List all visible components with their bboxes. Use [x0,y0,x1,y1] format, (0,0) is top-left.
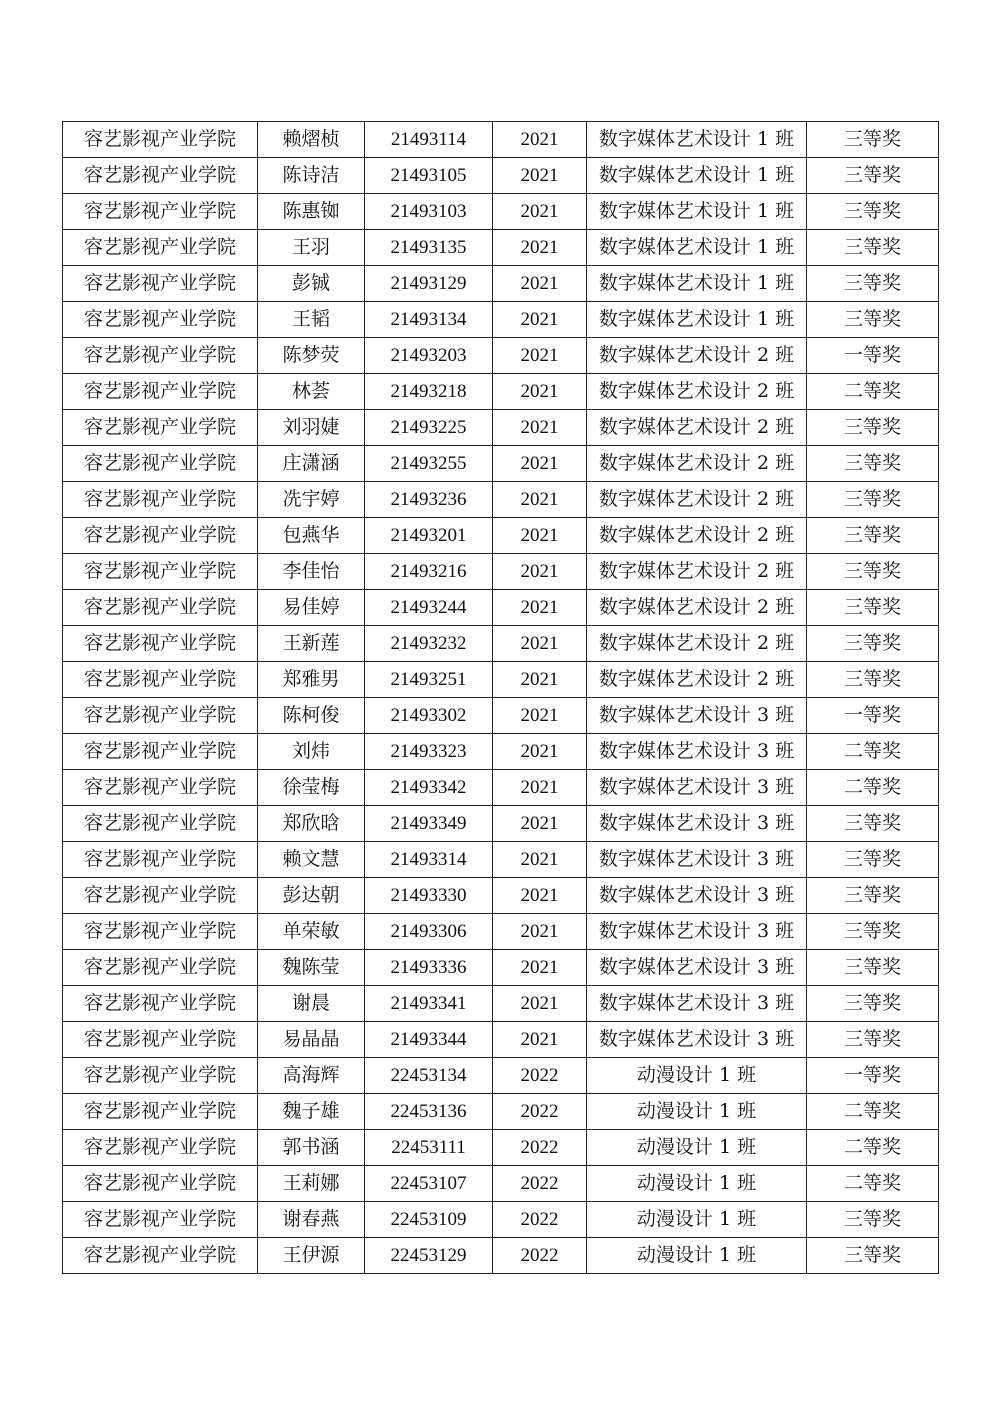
table-row [63,698,939,734]
class-cell: 数字媒体艺术设计 2 班 [587,482,807,518]
student-id-cell: 21493134 [365,302,493,338]
class-cell: 数字媒体艺术设计 1 班 [587,266,807,302]
college-cell: 容艺影视产业学院 [63,482,258,518]
college-cell: 容艺影视产业学院 [63,266,258,302]
grade-year-cell: 2021 [493,302,587,338]
grade-year-cell: 2021 [493,878,587,914]
student-name-cell: 陈惠铷 [258,194,365,230]
grade-year-cell: 2021 [493,698,587,734]
student-id-cell: 21493251 [365,662,493,698]
table-row [63,230,939,266]
award-level-cell: 三等奖 [807,590,939,626]
table-row [63,662,939,698]
college-cell: 容艺影视产业学院 [63,770,258,806]
student-id-cell: 21493330 [365,878,493,914]
student-name-cell: 王羽 [258,230,365,266]
college-cell: 容艺影视产业学院 [63,1238,258,1274]
table-row [63,554,939,590]
award-level-cell: 三等奖 [807,626,939,662]
table-row [63,1022,939,1058]
student-id-cell: 21493342 [365,770,493,806]
table-row [63,302,939,338]
table-row [63,1166,939,1202]
award-level-cell: 三等奖 [807,1238,939,1274]
grade-year-cell: 2022 [493,1202,587,1238]
student-id-cell: 21493323 [365,734,493,770]
grade-year-cell: 2021 [493,626,587,662]
grade-year-cell: 2021 [493,950,587,986]
class-cell: 动漫设计 1 班 [587,1238,807,1274]
student-name-cell: 郑雅男 [258,662,365,698]
table-row [63,950,939,986]
student-id-cell: 21493314 [365,842,493,878]
table-row [63,410,939,446]
student-id-cell: 21493201 [365,518,493,554]
table-row [63,1130,939,1166]
award-level-cell: 三等奖 [807,266,939,302]
class-cell: 数字媒体艺术设计 1 班 [587,122,807,158]
table-row [63,626,939,662]
grade-year-cell: 2021 [493,122,587,158]
student-id-cell: 21493232 [365,626,493,662]
college-cell: 容艺影视产业学院 [63,410,258,446]
student-name-cell: 王新莲 [258,626,365,662]
student-name-cell: 彭达朝 [258,878,365,914]
student-id-cell: 21493336 [365,950,493,986]
grade-year-cell: 2021 [493,662,587,698]
class-cell: 动漫设计 1 班 [587,1166,807,1202]
grade-year-cell: 2022 [493,1238,587,1274]
class-cell: 数字媒体艺术设计 2 班 [587,446,807,482]
table-row [63,482,939,518]
student-id-cell: 21493105 [365,158,493,194]
award-level-cell: 三等奖 [807,446,939,482]
class-cell: 数字媒体艺术设计 1 班 [587,194,807,230]
award-level-cell: 二等奖 [807,1094,939,1130]
student-id-cell: 21493244 [365,590,493,626]
grade-year-cell: 2021 [493,194,587,230]
student-name-cell: 林荟 [258,374,365,410]
college-cell: 容艺影视产业学院 [63,230,258,266]
student-id-cell: 22453107 [365,1166,493,1202]
award-level-cell: 三等奖 [807,158,939,194]
award-level-cell: 三等奖 [807,662,939,698]
grade-year-cell: 2021 [493,1022,587,1058]
class-cell: 数字媒体艺术设计 2 班 [587,410,807,446]
grade-year-cell: 2021 [493,158,587,194]
student-id-cell: 21493255 [365,446,493,482]
class-cell: 数字媒体艺术设计 3 班 [587,698,807,734]
student-name-cell: 高海辉 [258,1058,365,1094]
table-row [63,1202,939,1238]
class-cell: 数字媒体艺术设计 2 班 [587,626,807,662]
student-name-cell: 庄潇涵 [258,446,365,482]
table-row [63,158,939,194]
table-row [63,878,939,914]
class-cell: 数字媒体艺术设计 3 班 [587,806,807,842]
award-level-cell: 三等奖 [807,518,939,554]
student-id-cell: 21493216 [365,554,493,590]
college-cell: 容艺影视产业学院 [63,1130,258,1166]
grade-year-cell: 2021 [493,734,587,770]
grade-year-cell: 2021 [493,986,587,1022]
grade-year-cell: 2021 [493,914,587,950]
grade-year-cell: 2021 [493,770,587,806]
student-name-cell: 刘炜 [258,734,365,770]
student-name-cell: 易晶晶 [258,1022,365,1058]
table-row [63,266,939,302]
grade-year-cell: 2021 [493,410,587,446]
award-level-cell: 二等奖 [807,1166,939,1202]
student-name-cell: 李佳怡 [258,554,365,590]
student-name-cell: 陈柯俊 [258,698,365,734]
table-row [63,518,939,554]
college-cell: 容艺影视产业学院 [63,662,258,698]
table-row [63,446,939,482]
class-cell: 数字媒体艺术设计 3 班 [587,914,807,950]
college-cell: 容艺影视产业学院 [63,734,258,770]
grade-year-cell: 2021 [493,518,587,554]
award-level-cell: 一等奖 [807,698,939,734]
college-cell: 容艺影视产业学院 [63,1022,258,1058]
college-cell: 容艺影视产业学院 [63,698,258,734]
student-id-cell: 21493236 [365,482,493,518]
student-name-cell: 陈诗洁 [258,158,365,194]
award-level-cell: 三等奖 [807,842,939,878]
class-cell: 数字媒体艺术设计 1 班 [587,158,807,194]
college-cell: 容艺影视产业学院 [63,986,258,1022]
student-id-cell: 21493203 [365,338,493,374]
student-id-cell: 21493129 [365,266,493,302]
class-cell: 数字媒体艺术设计 2 班 [587,554,807,590]
table-row [63,770,939,806]
college-cell: 容艺影视产业学院 [63,122,258,158]
award-level-cell: 三等奖 [807,482,939,518]
student-id-cell: 21493306 [365,914,493,950]
award-level-cell: 二等奖 [807,1130,939,1166]
award-level-cell: 二等奖 [807,770,939,806]
student-id-cell: 21493225 [365,410,493,446]
award-level-cell: 三等奖 [807,194,939,230]
student-id-cell: 21493349 [365,806,493,842]
award-level-cell: 三等奖 [807,950,939,986]
student-name-cell: 刘羽婕 [258,410,365,446]
student-id-cell: 22453136 [365,1094,493,1130]
class-cell: 数字媒体艺术设计 2 班 [587,518,807,554]
college-cell: 容艺影视产业学院 [63,950,258,986]
student-name-cell: 冼宇婷 [258,482,365,518]
award-level-cell: 一等奖 [807,338,939,374]
college-cell: 容艺影视产业学院 [63,194,258,230]
table-row [63,122,939,158]
college-cell: 容艺影视产业学院 [63,374,258,410]
grade-year-cell: 2021 [493,482,587,518]
student-name-cell: 谢晨 [258,986,365,1022]
student-name-cell: 赖文慧 [258,842,365,878]
award-level-cell: 三等奖 [807,1022,939,1058]
grade-year-cell: 2022 [493,1094,587,1130]
class-cell: 数字媒体艺术设计 2 班 [587,662,807,698]
student-id-cell: 22453111 [365,1130,493,1166]
college-cell: 容艺影视产业学院 [63,338,258,374]
student-name-cell: 徐莹梅 [258,770,365,806]
award-level-cell: 三等奖 [807,554,939,590]
student-name-cell: 魏子雄 [258,1094,365,1130]
table-row [63,1238,939,1274]
college-cell: 容艺影视产业学院 [63,806,258,842]
class-cell: 数字媒体艺术设计 1 班 [587,302,807,338]
grade-year-cell: 2021 [493,338,587,374]
college-cell: 容艺影视产业学院 [63,518,258,554]
grade-year-cell: 2022 [493,1058,587,1094]
college-cell: 容艺影视产业学院 [63,878,258,914]
table-row [63,338,939,374]
grade-year-cell: 2021 [493,590,587,626]
table-row [63,1058,939,1094]
student-id-cell: 22453109 [365,1202,493,1238]
table-row [63,842,939,878]
class-cell: 数字媒体艺术设计 2 班 [587,374,807,410]
grade-year-cell: 2022 [493,1166,587,1202]
class-cell: 数字媒体艺术设计 3 班 [587,878,807,914]
award-level-cell: 三等奖 [807,410,939,446]
grade-year-cell: 2021 [493,266,587,302]
award-list-table [62,121,939,1274]
college-cell: 容艺影视产业学院 [63,842,258,878]
college-cell: 容艺影视产业学院 [63,1094,258,1130]
college-cell: 容艺影视产业学院 [63,158,258,194]
class-cell: 动漫设计 1 班 [587,1058,807,1094]
class-cell: 数字媒体艺术设计 1 班 [587,230,807,266]
student-name-cell: 郑欣晗 [258,806,365,842]
grade-year-cell: 2021 [493,374,587,410]
award-level-cell: 二等奖 [807,374,939,410]
class-cell: 数字媒体艺术设计 2 班 [587,338,807,374]
class-cell: 数字媒体艺术设计 2 班 [587,590,807,626]
student-name-cell: 易佳婷 [258,590,365,626]
student-id-cell: 21493218 [365,374,493,410]
college-cell: 容艺影视产业学院 [63,626,258,662]
award-level-cell: 三等奖 [807,1202,939,1238]
college-cell: 容艺影视产业学院 [63,590,258,626]
award-level-cell: 三等奖 [807,122,939,158]
table-row [63,986,939,1022]
award-level-cell: 一等奖 [807,1058,939,1094]
student-id-cell: 21493344 [365,1022,493,1058]
class-cell: 数字媒体艺术设计 3 班 [587,734,807,770]
class-cell: 动漫设计 1 班 [587,1094,807,1130]
table-row [63,194,939,230]
student-name-cell: 王莉娜 [258,1166,365,1202]
award-level-cell: 三等奖 [807,914,939,950]
award-level-cell: 三等奖 [807,986,939,1022]
student-name-cell: 包燕华 [258,518,365,554]
student-id-cell: 21493114 [365,122,493,158]
college-cell: 容艺影视产业学院 [63,1058,258,1094]
college-cell: 容艺影视产业学院 [63,446,258,482]
class-cell: 数字媒体艺术设计 3 班 [587,950,807,986]
student-id-cell: 22453134 [365,1058,493,1094]
student-id-cell: 21493302 [365,698,493,734]
student-id-cell: 21493135 [365,230,493,266]
college-cell: 容艺影视产业学院 [63,302,258,338]
student-name-cell: 王韬 [258,302,365,338]
award-level-cell: 三等奖 [807,230,939,266]
student-id-cell: 22453129 [365,1238,493,1274]
grade-year-cell: 2021 [493,806,587,842]
table-row [63,806,939,842]
grade-year-cell: 2021 [493,842,587,878]
student-name-cell: 魏陈莹 [258,950,365,986]
college-cell: 容艺影视产业学院 [63,914,258,950]
student-name-cell: 彭铖 [258,266,365,302]
student-name-cell: 郭书涵 [258,1130,365,1166]
award-level-cell: 二等奖 [807,734,939,770]
student-name-cell: 王伊源 [258,1238,365,1274]
award-level-cell: 三等奖 [807,806,939,842]
table-row [63,914,939,950]
table-row [63,590,939,626]
student-name-cell: 赖熠桢 [258,122,365,158]
student-name-cell: 谢春燕 [258,1202,365,1238]
class-cell: 数字媒体艺术设计 3 班 [587,1022,807,1058]
student-name-cell: 陈梦荧 [258,338,365,374]
grade-year-cell: 2021 [493,446,587,482]
class-cell: 数字媒体艺术设计 3 班 [587,986,807,1022]
college-cell: 容艺影视产业学院 [63,554,258,590]
student-id-cell: 21493103 [365,194,493,230]
award-table-body [63,122,939,1274]
college-cell: 容艺影视产业学院 [63,1166,258,1202]
grade-year-cell: 2021 [493,230,587,266]
class-cell: 动漫设计 1 班 [587,1130,807,1166]
college-cell: 容艺影视产业学院 [63,1202,258,1238]
student-id-cell: 21493341 [365,986,493,1022]
award-level-cell: 三等奖 [807,302,939,338]
grade-year-cell: 2022 [493,1130,587,1166]
table-row [63,734,939,770]
grade-year-cell: 2021 [493,554,587,590]
award-level-cell: 三等奖 [807,878,939,914]
student-name-cell: 单荣敏 [258,914,365,950]
table-row [63,1094,939,1130]
class-cell: 动漫设计 1 班 [587,1202,807,1238]
class-cell: 数字媒体艺术设计 3 班 [587,842,807,878]
class-cell: 数字媒体艺术设计 3 班 [587,770,807,806]
table-row [63,374,939,410]
